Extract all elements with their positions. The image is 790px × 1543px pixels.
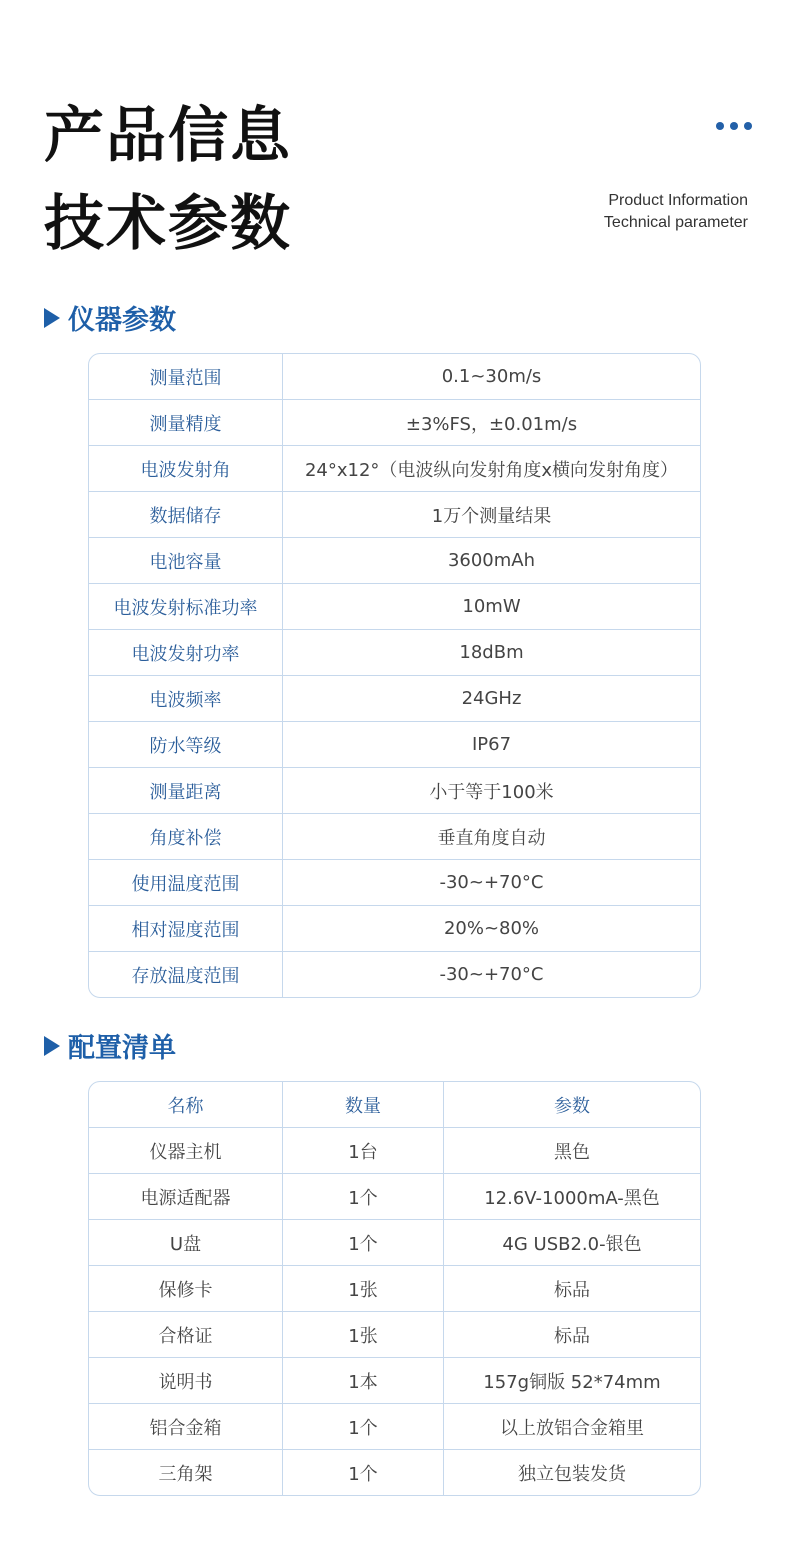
spec-label: 电池容量 [89, 538, 283, 584]
item-name: 三角架 [89, 1450, 283, 1495]
table-row [89, 630, 700, 676]
item-spec: 12.6V-1000mA-黑色 [444, 1174, 700, 1220]
subtitle-line-1: Product Information [608, 192, 748, 209]
table-row [89, 676, 700, 722]
title-line-1: 产品信息 [44, 101, 292, 171]
spec-value: IP67 [283, 722, 700, 768]
table-row [89, 446, 700, 492]
item-quantity: 1个 [283, 1220, 444, 1266]
item-quantity: 1本 [283, 1358, 444, 1404]
more-dots-icon [716, 122, 752, 130]
spec-label: 防水等级 [89, 722, 283, 768]
spec-label: 测量范围 [89, 354, 283, 400]
table-row [89, 1404, 700, 1450]
spec-value: 18dBm [283, 630, 700, 676]
item-spec: 标品 [444, 1312, 700, 1358]
item-quantity: 1个 [283, 1404, 444, 1450]
spec-value: 小于等于100米 [283, 768, 700, 814]
item-spec: 黑色 [444, 1128, 700, 1174]
item-quantity: 1台 [283, 1128, 444, 1174]
title-line-2: 技术参数 [44, 189, 292, 259]
table-row [89, 722, 700, 768]
spec-value: 3600mAh [283, 538, 700, 584]
spec-value: -30~+70°C [439, 964, 544, 985]
triangle-icon [44, 1036, 60, 1056]
spec-value: 0.1~30m/s [283, 354, 700, 400]
spec-value: 24GHz [283, 676, 700, 722]
spec-label: 使用温度范围 [89, 860, 283, 906]
item-name: 合格证 [89, 1312, 283, 1358]
table-row [89, 860, 700, 906]
item-name: 仪器主机 [89, 1128, 283, 1174]
spec-label: 存放温度范围 [89, 952, 283, 997]
spec-label: 数据储存 [89, 492, 283, 538]
spec-value: 垂直角度自动 [283, 814, 700, 860]
spec-value: 1万个测量结果 [283, 492, 700, 538]
item-spec: 独立包装发货 [518, 1463, 626, 1485]
config-section-heading [44, 1026, 176, 1065]
page-title [44, 92, 292, 268]
table-row [89, 1128, 700, 1174]
table-row [89, 354, 700, 400]
table-row [89, 1358, 700, 1404]
item-quantity: 1个 [283, 1450, 444, 1495]
table-row [89, 1220, 700, 1266]
column-header: 名称 [89, 1082, 283, 1128]
table-row [89, 584, 700, 630]
table-row [89, 400, 700, 446]
item-name: 铝合金箱 [89, 1404, 283, 1450]
specs-section-title: 仪器参数 [68, 305, 176, 336]
item-spec: 157g铜版 52*74mm [444, 1358, 700, 1404]
table-row [89, 1450, 700, 1495]
item-name: 电源适配器 [89, 1174, 283, 1220]
spec-label: 相对湿度范围 [89, 906, 283, 952]
table-row [89, 1312, 700, 1358]
spec-value: 20%~80% [283, 906, 700, 952]
table-row [89, 768, 700, 814]
spec-value: ±3%FS，±0.01m/s [283, 400, 700, 446]
item-quantity: 1个 [283, 1174, 444, 1220]
column-header: 数量 [283, 1082, 444, 1128]
table-row [89, 1266, 700, 1312]
item-name: 保修卡 [89, 1266, 283, 1312]
english-subtitle [604, 190, 748, 234]
triangle-icon [44, 308, 60, 328]
item-name: 说明书 [89, 1358, 283, 1404]
spec-label: 电波发射角 [89, 446, 283, 492]
table-row [89, 1174, 700, 1220]
spec-label: 测量距离 [89, 768, 283, 814]
config-section-title: 配置清单 [68, 1033, 176, 1064]
config-table [88, 1081, 701, 1496]
spec-label: 测量精度 [89, 400, 283, 446]
item-quantity: 1张 [283, 1266, 444, 1312]
item-spec: 4G USB2.0-银色 [444, 1220, 700, 1266]
item-spec: 标品 [444, 1266, 700, 1312]
subtitle-line-2: Technical parameter [603, 214, 748, 231]
specs-section-heading [44, 298, 176, 337]
spec-label: 电波发射标准功率 [89, 584, 283, 630]
spec-value: -30~+70°C [283, 860, 700, 906]
spec-label: 角度补偿 [89, 814, 283, 860]
spec-value: 10mW [283, 584, 700, 630]
specs-table [88, 353, 701, 998]
table-row [89, 952, 700, 997]
item-quantity: 1张 [283, 1312, 444, 1358]
table-row [89, 538, 700, 584]
table-row [89, 492, 700, 538]
spec-value: 24°x12°（电波纵向发射角度x横向发射角度） [283, 446, 700, 492]
spec-label: 电波发射功率 [89, 630, 283, 676]
spec-label: 电波频率 [89, 676, 283, 722]
item-spec: 以上放铝合金箱里 [444, 1404, 700, 1450]
table-header-row [89, 1082, 700, 1128]
column-header: 参数 [444, 1082, 700, 1128]
table-row [89, 906, 700, 952]
item-name: U盘 [89, 1220, 283, 1266]
table-row [89, 814, 700, 860]
